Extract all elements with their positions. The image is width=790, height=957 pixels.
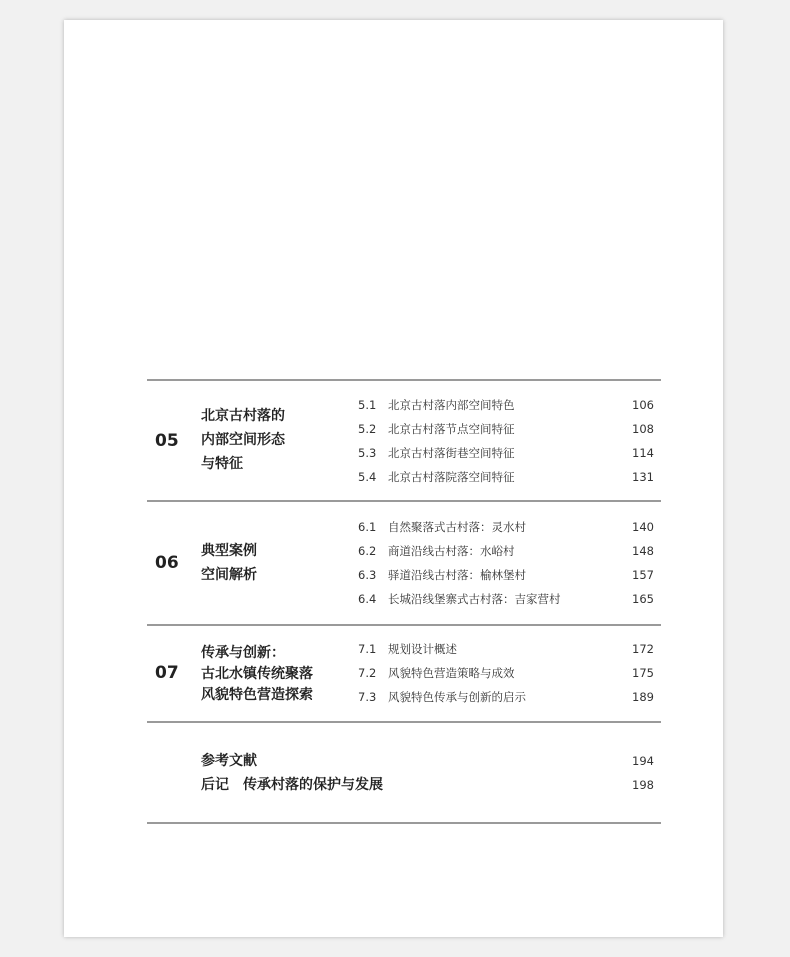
toc-entry[interactable] — [358, 664, 654, 682]
section-number: 7.2 — [358, 666, 377, 680]
entry-title: 参考文献 — [201, 753, 257, 769]
section-number: 6.3 — [358, 568, 377, 582]
page-number: 106 — [632, 398, 654, 412]
chapter-title-line: 风貌特色营造探索 — [201, 687, 313, 703]
section-title: 风貌特色传承与创新的启示 — [388, 690, 526, 704]
page-number: 189 — [632, 690, 654, 704]
section-title: 商道沿线古村落：水峪村 — [388, 544, 515, 558]
toc-entry[interactable] — [358, 518, 654, 536]
section-title: 北京古村落院落空间特征 — [388, 470, 515, 484]
section-title: 规划设计概述 — [388, 642, 457, 656]
section-number: 6.4 — [358, 592, 377, 606]
section-number: 5.4 — [358, 470, 377, 484]
page-number: 148 — [632, 544, 654, 558]
section-number: 7.3 — [358, 690, 377, 704]
section-number: 5.2 — [358, 422, 377, 436]
page-number: 194 — [632, 754, 654, 768]
section-title: 北京古村落节点空间特征 — [388, 422, 515, 436]
page-number: 114 — [632, 446, 654, 460]
divider — [147, 500, 661, 502]
chapter-title-line: 内部空间形态 — [201, 432, 285, 448]
toc-entry[interactable] — [358, 590, 654, 608]
toc-entry[interactable] — [358, 542, 654, 560]
chapter-title[interactable] — [201, 539, 257, 587]
toc-entry[interactable] — [358, 468, 654, 486]
section-title: 北京古村落街巷空间特征 — [388, 446, 515, 460]
chapter-title-line: 传承与创新： — [201, 645, 285, 661]
toc-entry-afterword[interactable] — [201, 775, 654, 795]
section-title: 自然聚落式古村落：灵水村 — [388, 520, 526, 534]
divider — [147, 721, 661, 723]
chapter-title-line: 古北水镇传统聚落 — [201, 666, 313, 682]
divider — [147, 624, 661, 626]
toc-entry[interactable] — [358, 444, 654, 462]
toc-entry-references[interactable] — [201, 751, 654, 771]
chapter-title[interactable] — [201, 643, 313, 706]
divider — [147, 822, 661, 824]
toc-entry[interactable] — [358, 640, 654, 658]
chapter-title-line: 北京古村落的 — [201, 408, 285, 424]
page-number: 157 — [632, 568, 654, 582]
toc-entry[interactable] — [358, 396, 654, 414]
toc-entry[interactable] — [358, 420, 654, 438]
section-title: 风貌特色营造策略与成效 — [388, 666, 515, 680]
page-number: 175 — [632, 666, 654, 680]
section-number: 5.3 — [358, 446, 377, 460]
chapter-title[interactable] — [201, 404, 285, 476]
section-number: 6.2 — [358, 544, 377, 558]
section-title: 长城沿线堡寨式古村落：吉家营村 — [388, 592, 561, 606]
divider — [147, 379, 661, 381]
toc-entry[interactable] — [358, 688, 654, 706]
section-title: 驿道沿线古村落：榆林堡村 — [388, 568, 526, 582]
toc-entry[interactable] — [358, 566, 654, 584]
section-number: 7.1 — [358, 642, 377, 656]
page-number: 131 — [632, 470, 654, 484]
chapter-number: 06 — [155, 553, 179, 573]
section-number: 5.1 — [358, 398, 377, 412]
chapter-number: 07 — [155, 663, 179, 683]
section-title: 北京古村落内部空间特色 — [388, 398, 515, 412]
chapter-title-line: 与特征 — [201, 456, 243, 472]
page-number: 165 — [632, 592, 654, 606]
section-number: 6.1 — [358, 520, 377, 534]
page-number: 198 — [632, 778, 654, 792]
chapter-title-line: 典型案例 — [201, 543, 257, 559]
entry-title: 后记 传承村落的保护与发展 — [201, 777, 383, 793]
chapter-title-line: 空间解析 — [201, 567, 257, 583]
page-number: 140 — [632, 520, 654, 534]
page-number: 172 — [632, 642, 654, 656]
chapter-number: 05 — [155, 431, 179, 451]
page-number: 108 — [632, 422, 654, 436]
